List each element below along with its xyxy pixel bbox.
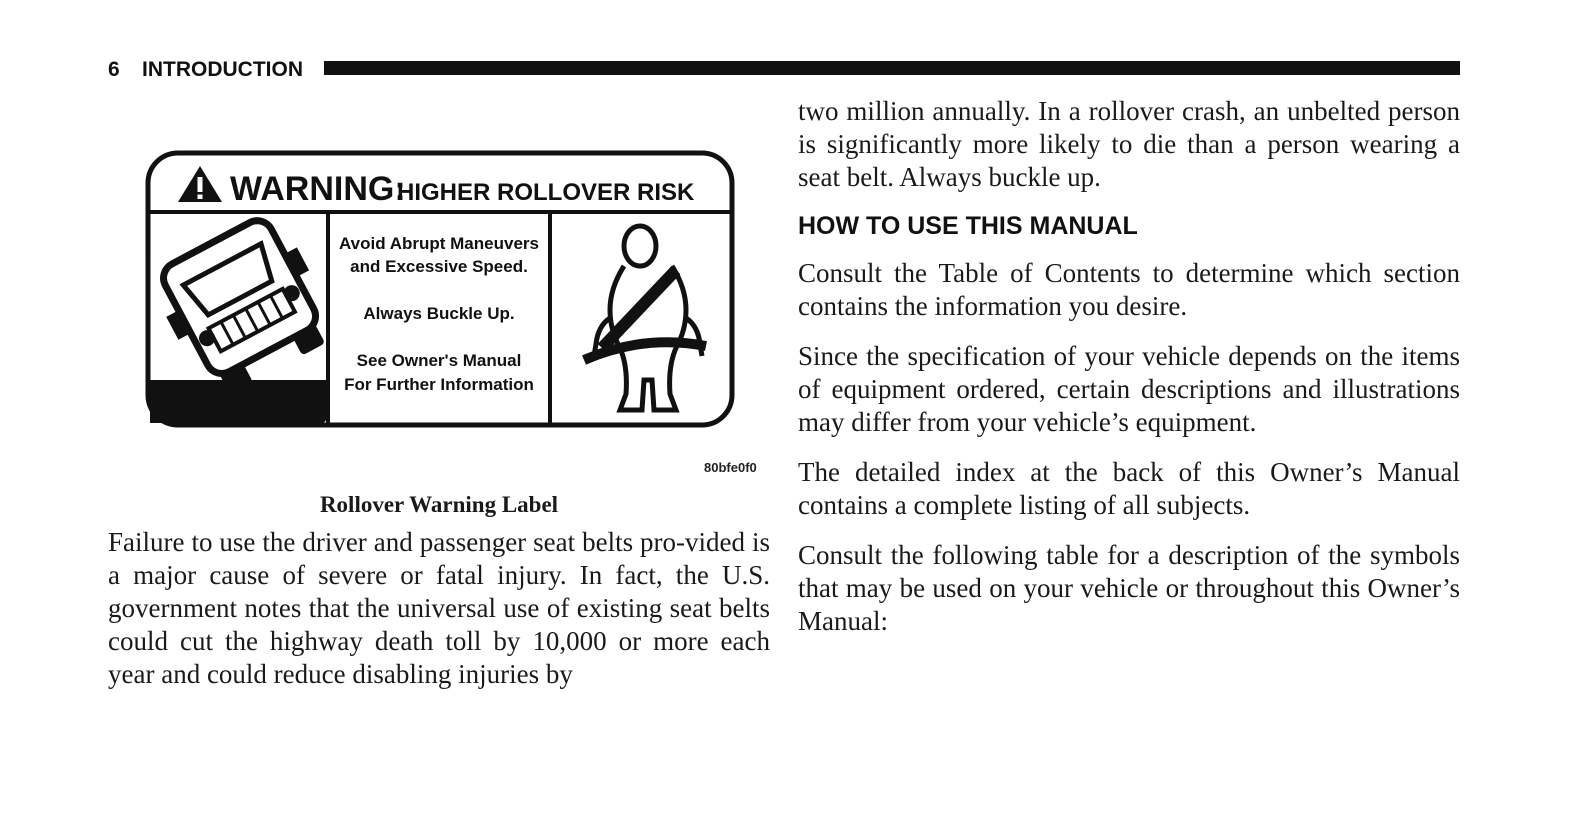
warning-word: WARNING: — [230, 170, 406, 208]
paragraph-toc: Consult the Table of Contents to determine which section contains the information you desire. — [798, 258, 1460, 321]
section-title: INTRODUCTION — [142, 58, 303, 81]
left-column — [108, 526, 770, 691]
label-line-5: For Further Information — [344, 375, 534, 394]
seatbelt-paragraph: Failure to use the driver and passenger seat belts pro-vided is a major cause of severe or fatal injury. In fact, the U.S. government notes that the universal use of existing seat belts could cut the highway death toll by 10,000 or more each year and could reduce disabling injuries by — [108, 527, 770, 689]
section-heading: HOW TO USE THIS MANUAL — [798, 212, 1138, 240]
warning-title: HIGHER ROLLOVER RISK — [397, 179, 695, 206]
page-number: 6 — [108, 58, 120, 81]
paragraph-index: The detailed index at the back of this Owner’s Manual contains a complete listing of all subjects. — [798, 457, 1460, 520]
header-rule — [324, 61, 1460, 75]
right-column — [798, 95, 1460, 655]
warning-label-graphic — [140, 148, 740, 433]
figure-code: 80bfe0f0 — [704, 460, 757, 475]
paragraph-symbols: Consult the following table for a description of the symbols that may be used on your vehicle or throughout this Owner’s Manual: — [798, 540, 1460, 636]
label-line-2: and Excessive Speed. — [350, 257, 528, 276]
label-line-1: Avoid Abrupt Maneuvers — [339, 234, 539, 253]
continuation-paragraph: two million annually. In a rollover crash, an unbelted person is significantly more likely to die than a person wearing a seat belt. Always buckle up. — [798, 96, 1460, 192]
label-line-3: Always Buckle Up. — [363, 304, 515, 323]
label-line-4: See Owner's Manual — [356, 351, 522, 370]
figure-caption: Rollover Warning Label — [319, 492, 559, 517]
rollover-warning-label-figure — [140, 148, 740, 433]
paragraph-specification: Since the specification of your vehicle depends on the items of equipment ordered, certain descriptions and illustrations may differ from your vehicle’s equipment. — [798, 341, 1460, 437]
page-header — [108, 58, 1460, 82]
